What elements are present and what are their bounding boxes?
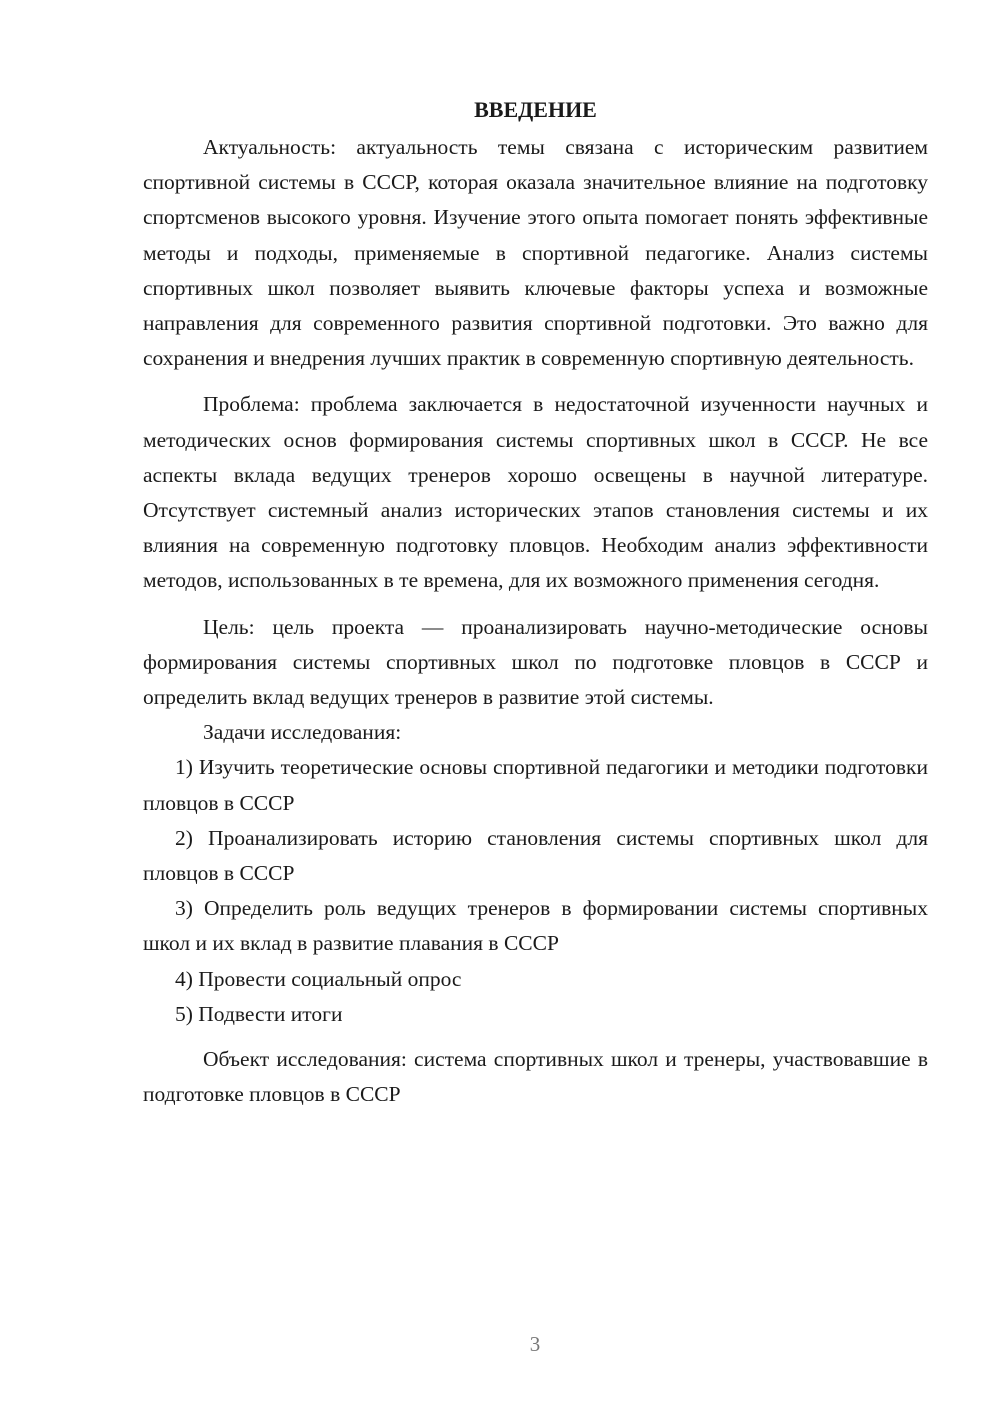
task-item-5: 5) Подвести итоги (175, 1001, 343, 1026)
problem-paragraph: Проблема: проблема заключается в недостаточной изученности научных и методических основ формирования системы спортивных школ в СССР. Не все аспекты вклада ведущих тренеров хорошо освещены в научной литературе. Отсутствует системный анализ исторических этапов становления системы и их влияния на современную подготовку пловцов. Необходим анализ эффективности методов, использованных в те времена, для их возможного применения сегодня. (143, 392, 928, 593)
task-item-2: 2) Проанализировать историю становления системы спортивных школ для пловцов в СССР (143, 825, 928, 886)
task-item-3: 3) Определить роль ведущих тренеров в формировании системы спортивных школ и их вклад в развитие плавания в СССР (143, 896, 928, 956)
tasks-title: Задачи исследования: (203, 720, 402, 745)
object-paragraph: Объект исследования: система спортивных школ и тренеры, участвовавшие в подготовке пловцов в СССР (143, 1047, 928, 1107)
page-number: 3 (529, 1332, 541, 1356)
task-item-1: 1) Изучить теоретические основы спортивной педагогики и методики подготовки пловцов в СССР (143, 755, 928, 815)
page-content (143, 92, 928, 1112)
goal-paragraph: Цель: цель проекта — проанализировать научно-методические основы формирования системы спортивных школ по подготовке пловцов в СССР и определить вклад ведущих тренеров в развитие этой системы. (143, 614, 928, 710)
section-heading: ВВЕДЕНИЕ (474, 97, 597, 122)
task-item-4: 4) Провести социальный опрос (175, 966, 462, 991)
relevance-paragraph: Актуальность: актуальность темы связана с историческим развитием спортивной системы в СССР, которая оказала значительное влияние на подготовку спортсменов высокого уровня. Изучение этого опыта помогает понять эффективные методы и подходы, применяемые в спортивной педагогике. Анализ системы спортивных школ позволяет выявить ключевые факторы успеха и возможные направления для современного развития спортивной подготовки. Это важно для сохранения и внедрения лучших практик в современную спортивную деятельность. (143, 135, 928, 371)
